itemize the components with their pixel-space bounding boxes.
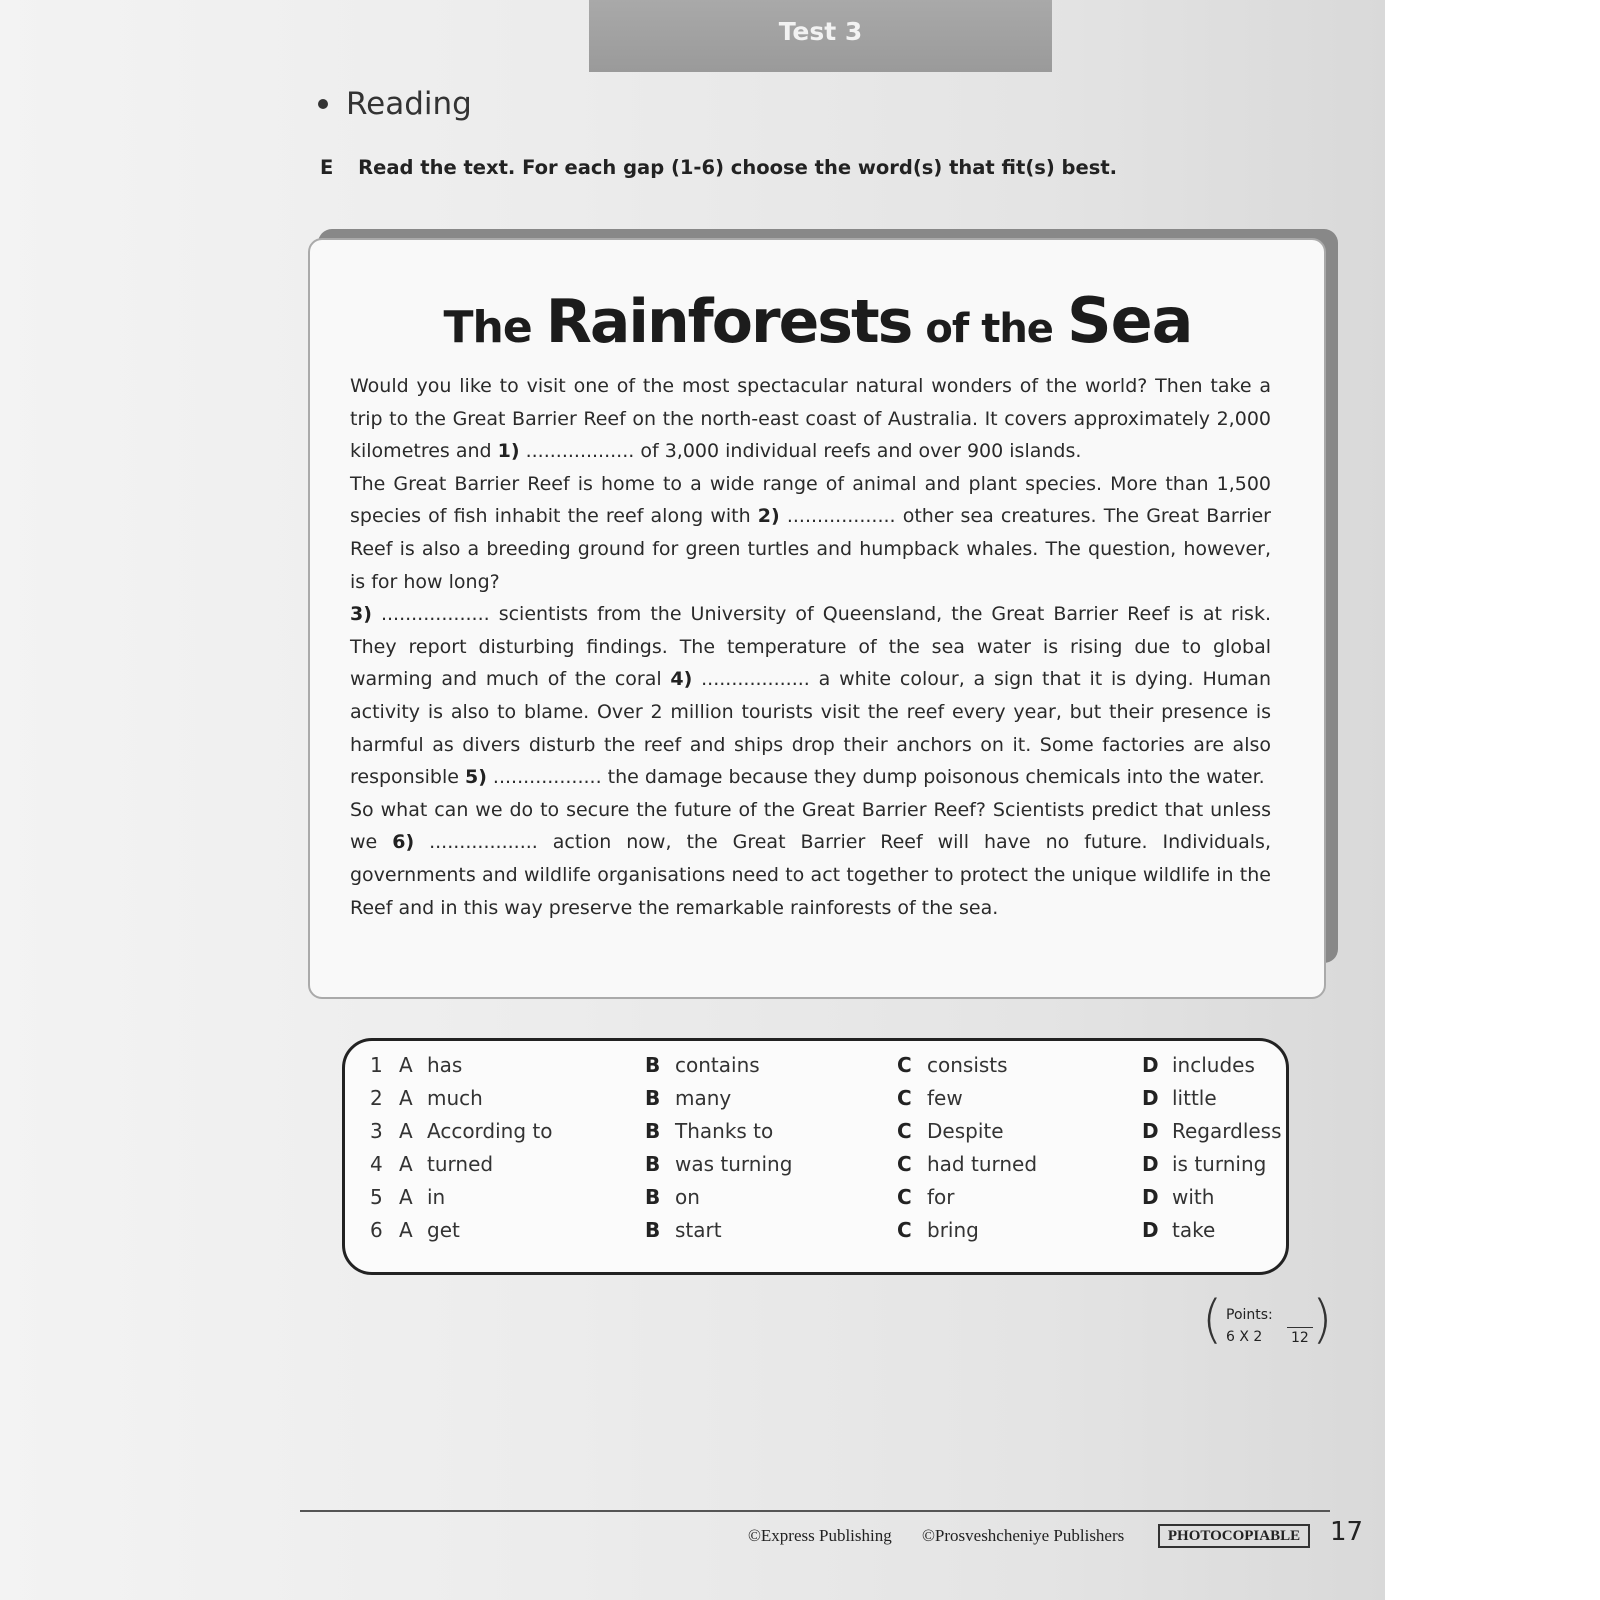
gap-number: 4)	[670, 668, 693, 691]
option-letter: C	[897, 1053, 912, 1077]
score-line	[1287, 1327, 1313, 1328]
gap-number: 3)	[350, 603, 372, 626]
points-label: Points:	[1226, 1307, 1273, 1323]
option-b[interactable]: contains	[675, 1053, 760, 1077]
instruction-text: Read the text. For each gap (1-6) choose the word(s) that fit(s) best.	[358, 156, 1118, 179]
option-letter: D	[1142, 1185, 1159, 1209]
bullet-icon	[318, 99, 328, 109]
title-part: Rainforests	[545, 287, 912, 357]
title-part: Sea	[1066, 284, 1193, 357]
option-letter: C	[897, 1152, 912, 1176]
option-letter: D	[1142, 1119, 1159, 1143]
option-a[interactable]: in	[427, 1185, 446, 1209]
paren-right-icon: )	[1312, 1290, 1333, 1350]
option-letter: B	[645, 1218, 661, 1242]
option-letter: B	[645, 1152, 661, 1176]
option-row	[345, 1185, 1286, 1217]
option-a[interactable]: turned	[427, 1152, 494, 1176]
option-c[interactable]: consists	[927, 1053, 1008, 1077]
footer-divider	[300, 1510, 1330, 1512]
option-b[interactable]: start	[675, 1218, 722, 1242]
option-letter: C	[897, 1086, 912, 1110]
option-number: 5	[370, 1185, 383, 1209]
option-letter: A	[399, 1185, 413, 1209]
test-header	[589, 0, 1052, 72]
option-a[interactable]: get	[427, 1218, 460, 1242]
option-d[interactable]: with	[1172, 1185, 1215, 1209]
option-a[interactable]: much	[427, 1086, 483, 1110]
page-number: 17	[1330, 1517, 1364, 1547]
article-title	[0, 284, 1600, 357]
option-number: 4	[370, 1152, 383, 1176]
option-row	[345, 1218, 1286, 1250]
gap-number: 2)	[757, 505, 780, 528]
option-letter: C	[897, 1218, 912, 1242]
photocopiable-label: PHOTOCOPIABLE	[1167, 1527, 1301, 1544]
option-letter: A	[399, 1218, 413, 1242]
option-letter: C	[897, 1185, 912, 1209]
option-number: 1	[370, 1053, 383, 1077]
option-c[interactable]: bring	[927, 1218, 979, 1242]
option-row	[345, 1152, 1286, 1184]
text-run: Would you like to visit one of the most spectacular natural wonders of the world? Then take a trip to the Great Barrier Reef on the north-east coast of Australia. It covers approximately 2,000 kilometres and	[350, 375, 1271, 463]
option-letter: A	[399, 1053, 413, 1077]
text-run: .................. a white colour, a sign that it is dying. Human activity is also to blame. Over 2 million tourists visit the reef every year, but their presence is harmful as divers disturb the reef and ships drop their anchors on it. Some factories are also responsible	[350, 668, 1271, 789]
option-row	[345, 1053, 1286, 1085]
option-letter: A	[399, 1086, 413, 1110]
page-margin	[1385, 0, 1600, 1600]
option-number: 3	[370, 1119, 383, 1143]
option-number: 6	[370, 1218, 383, 1242]
option-a[interactable]: According to	[427, 1119, 553, 1143]
text-run: The Great Barrier Reef is home to a wide range of animal and plant species. More than 1,500 species of fish inhabit the reef along with	[350, 472, 1271, 528]
text-run: So what can we do to secure the future of the Great Barrier Reef? Scientists predict that unless we	[350, 798, 1271, 854]
article-text	[350, 370, 1271, 924]
option-b[interactable]: many	[675, 1086, 732, 1110]
publisher-credit: ©Express Publishing	[748, 1526, 892, 1545]
option-row	[345, 1086, 1286, 1118]
text-run: .................. action now, the Great Barrier Reef will have no future. Individuals, governments and wildlife organisations need to act together to protect the unique wildlife in the Reef and in this way preserve the remarkable rainforests of the sea.	[350, 831, 1271, 919]
points-box	[1202, 1290, 1333, 1354]
paragraph	[350, 370, 1271, 468]
option-row	[345, 1119, 1286, 1151]
option-d[interactable]: take	[1172, 1218, 1216, 1242]
option-c[interactable]: had turned	[927, 1152, 1038, 1176]
option-letter: B	[645, 1119, 661, 1143]
points-calc: 6 X 2	[1226, 1329, 1263, 1345]
option-letter: D	[1142, 1053, 1159, 1077]
section-title: Reading	[346, 86, 472, 122]
gap-number: 5)	[464, 766, 487, 789]
paragraph	[350, 598, 1271, 794]
option-letter: A	[399, 1119, 413, 1143]
option-b[interactable]: Thanks to	[675, 1119, 774, 1143]
gap-number: 6)	[392, 831, 415, 854]
option-c[interactable]: few	[927, 1086, 963, 1110]
option-c[interactable]: Despite	[927, 1119, 1004, 1143]
paren-left-icon: (	[1202, 1290, 1223, 1350]
option-letter: B	[645, 1053, 661, 1077]
option-letter: C	[897, 1119, 912, 1143]
instruction	[320, 156, 1117, 179]
title-part: of the	[925, 306, 1053, 352]
exercise-letter: E	[320, 156, 334, 179]
option-a[interactable]: has	[427, 1053, 463, 1077]
option-letter: D	[1142, 1218, 1159, 1242]
title-part: The	[443, 302, 532, 353]
text-run: .................. the damage because they dump poisonous chemicals into the water.	[486, 766, 1265, 789]
photocopiable-badge	[1158, 1524, 1310, 1548]
option-c[interactable]: for	[927, 1185, 955, 1209]
test-label: Test 3	[778, 16, 863, 46]
option-letter: B	[645, 1185, 661, 1209]
answer-options-box	[342, 1038, 1289, 1275]
points-max: 12	[1291, 1330, 1309, 1346]
paragraph	[350, 468, 1271, 598]
text-run: .................. of 3,000 individual reefs and over 900 islands.	[519, 440, 1082, 463]
gap-number: 1)	[497, 440, 520, 463]
option-d[interactable]: is turning	[1172, 1152, 1267, 1176]
option-letter: A	[399, 1152, 413, 1176]
option-number: 2	[370, 1086, 383, 1110]
publisher-credit: ©Prosveshcheniye Publishers	[922, 1526, 1125, 1545]
text-run: .................. other sea creatures. The Great Barrier Reef is also a breeding ground for green turtles and humpback whales. The question, however, is for how long?	[350, 505, 1271, 593]
option-d[interactable]: Regardless	[1172, 1119, 1282, 1143]
option-b[interactable]: on	[675, 1185, 700, 1209]
option-letter: D	[1142, 1152, 1159, 1176]
paragraph	[350, 794, 1271, 924]
section-heading	[318, 86, 472, 122]
option-d[interactable]: little	[1172, 1086, 1217, 1110]
option-letter: B	[645, 1086, 661, 1110]
option-letter: D	[1142, 1086, 1159, 1110]
text-run: .................. scientists from the University of Queensland, the Great Barrier Reef is at risk. They report disturbing findings. The temperature of the sea water is rising due to global warming and much of the coral	[350, 603, 1271, 691]
option-b[interactable]: was turning	[675, 1152, 793, 1176]
option-d[interactable]: includes	[1172, 1053, 1255, 1077]
